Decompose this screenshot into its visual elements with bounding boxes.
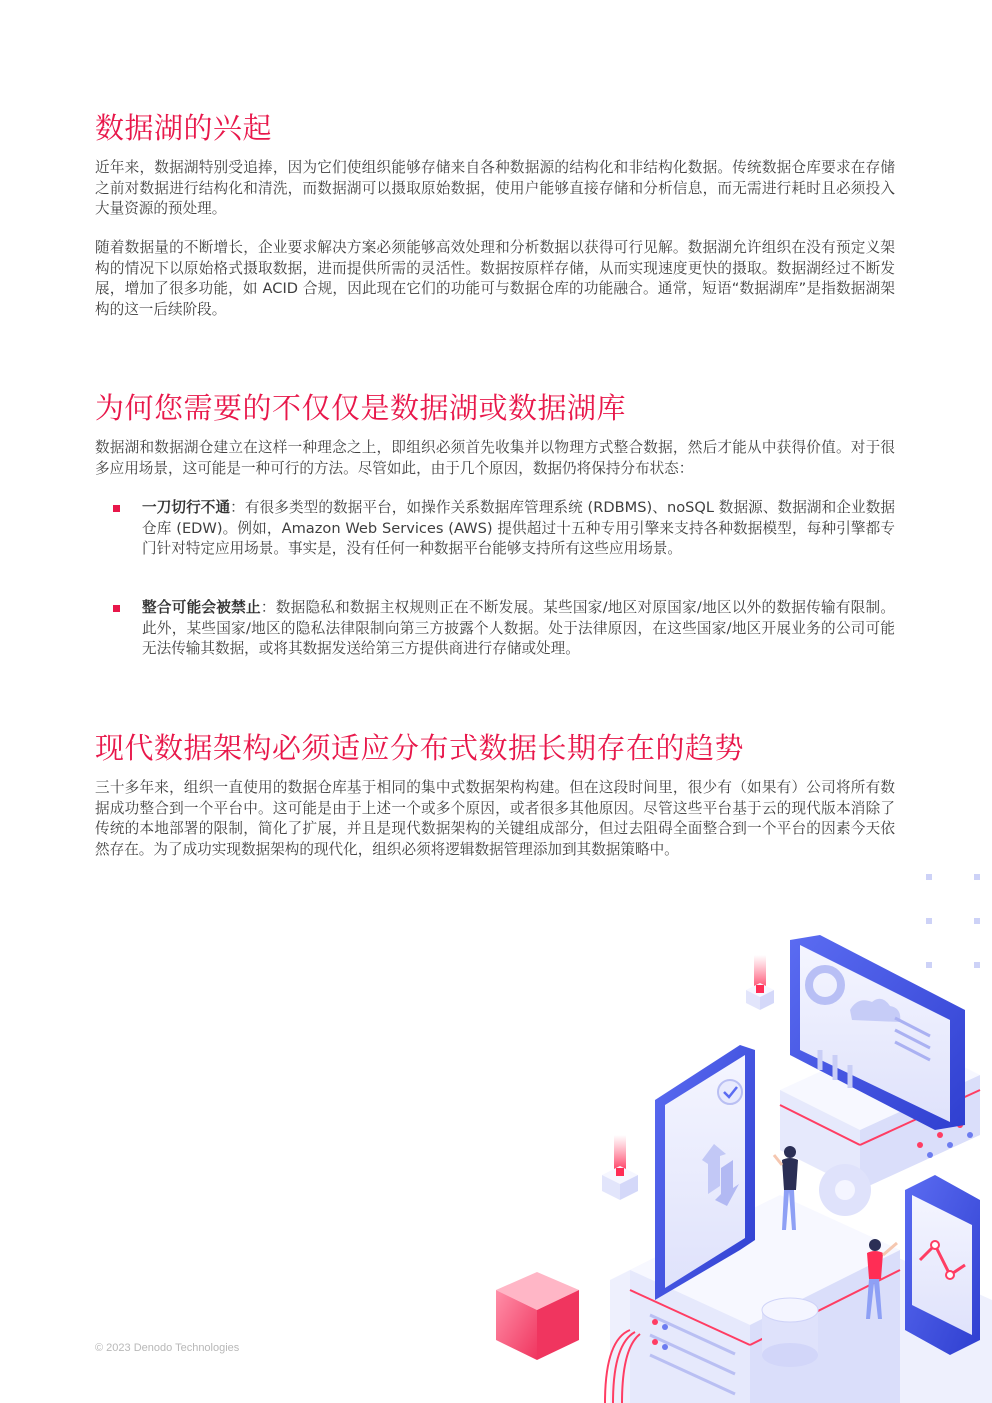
paragraph-rise-2: 随着数据量的不断增长，企业要求解决方案必须能够高效处理和分析数据以获得可行见解。数据湖允许组织在没有预定义架构的情况下以原始格式摄取数据，进而提供所需的灵活性。数据按原样存储，从而实现速度更快的摄取。数据湖经过不断发展，增加了很多功能，如 ACID 合规，因此现在它们的功能可与数据仓库的功能融合。通常，短语“数据湖库”是指数据湖架构的这一后续阶段。 <box>95 239 895 318</box>
paragraph-modern-1: 三十多年来，组织一直使用的数据仓库基于相同的集中式数据架构构建。但在这段时间里，很少有（如果有）公司将所有数据成功整合到一个平台中。这可能是由于上述一个或多个原因，或者很多其他原因。尽管这些平台基于云的现代版本消除了传统的本地部署的限制，简化了扩展，并且是现代数据架构的关键组成部分，但过去阻碍全面整合到一个平台的因素今天依然存在。为了成功实现数据架构的现代化，组织必须将逻辑数据管理添加到其数据策略中。 <box>95 779 895 858</box>
bullet-body: ：有很多类型的数据平台，如操作关系数据库管理系统 (RDBMS)、noSQL 数据源、数据湖和企业数据仓库 (EDW)。例如，Amazon Web Services (AWS) 提供超过十五种专用引擎来支持各种数据模型，每种引擎都专门针对特定应用场景。事实是，没有任何一种数据平台能够支持所有这些应用场景。 <box>142 499 895 558</box>
pink-cube <box>496 1272 579 1360</box>
data-architecture-illustration <box>480 860 992 1403</box>
bullet-marker <box>113 505 120 512</box>
database-icon <box>762 1298 818 1367</box>
section-heading-rise-of-data-lakes: 数据湖的兴起 <box>95 111 273 145</box>
section-heading-modern-architecture: 现代数据架构必须适应分布式数据长期存在的趋势 <box>95 731 745 765</box>
bullet-lead: 一刀切行不通 <box>142 499 231 516</box>
bullet-lead: 整合可能会被禁止 <box>142 599 261 616</box>
beacon-left <box>602 1135 638 1200</box>
section-heading-why-more-than-lake: 为何您需要的不仅仅是数据湖或数据湖库 <box>95 391 627 425</box>
bullet-body: ：数据隐私和数据主权规则正在不断发展。某些国家/地区对原国家/地区以外的数据传输有限制。此外，某些国家/地区的隐私法律限制向第三方披露个人数据。处于法律原因，在这些国家/地区开展业务的公司可能无法传输其数据，或将其数据发送给第三方提供商进行存储或处理。 <box>142 599 895 658</box>
decorative-dots <box>926 874 980 968</box>
footer-copyright: © 2023 Denodo Technologies <box>95 1342 240 1354</box>
bullet-marker <box>113 605 120 612</box>
paragraph-rise-1: 近年来，数据湖特别受追捧，因为它们使组织能够存储来自各种数据源的结构化和非结构化数据。传统数据仓库要求在存储之前对数据进行结构化和清洗，而数据湖可以摄取原始数据，使用户能够直接存储和分析信息，而无需进行耗时且必须投入大量资源的预处理。 <box>95 159 895 218</box>
bullet-item <box>95 598 895 660</box>
beacon-top <box>746 955 774 1010</box>
phone-device <box>905 1175 980 1355</box>
bullet-text <box>142 598 895 660</box>
bullet-text <box>142 498 895 560</box>
gear-icon <box>819 1164 871 1216</box>
bullet-item <box>95 498 895 560</box>
paragraph-why-1: 数据湖和数据湖仓建立在这样一种理念之上，即组织必须首先收集并以物理方式整合数据，然后才能从中获得价值。对于很多应用场景，这可能是一种可行的方法。尽管如此，由于几个原因，数据仍将保持分布状态： <box>95 439 895 477</box>
